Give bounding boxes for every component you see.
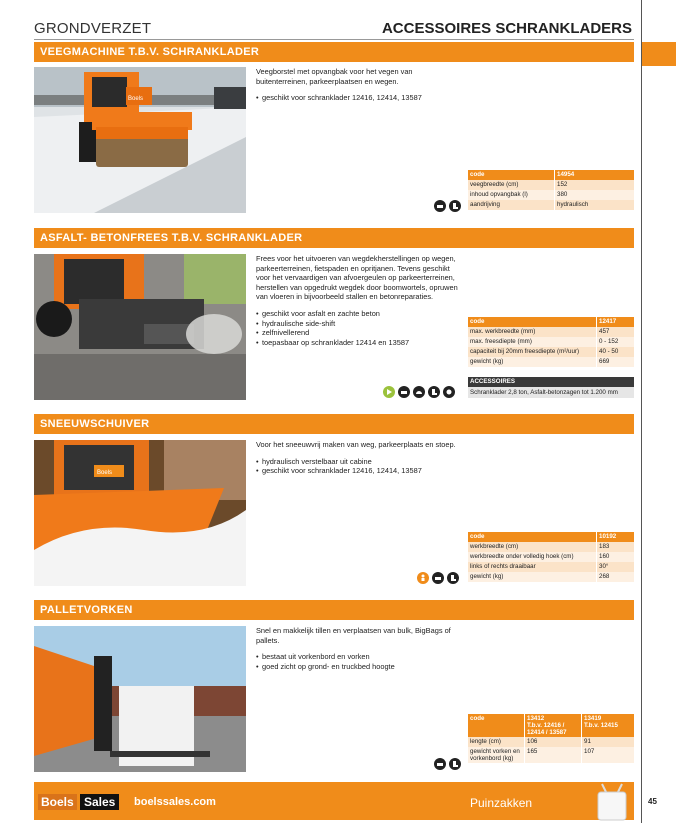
boot-icon <box>449 758 461 770</box>
description-text: Snel en makkelijk tillen en verplaatsen van bulk, BigBags of pallets. <box>256 626 451 645</box>
footer-brand-sales[interactable]: Sales <box>80 794 119 810</box>
spec-value: 106 <box>525 737 582 747</box>
spec-label: lengte (cm) <box>468 737 525 747</box>
car-icon <box>432 572 444 584</box>
spec-head-code: 12417 <box>597 317 635 327</box>
spec-table-asfaltfrees <box>468 317 634 367</box>
spec-head-label: code <box>468 714 525 737</box>
page-number: 45 <box>648 797 657 806</box>
spec-head-code: 10192 <box>597 532 635 542</box>
icon-row-asfaltfrees <box>383 386 455 398</box>
spec-table-palletvorken <box>468 714 634 763</box>
section-title-sneeuwschuiver: SNEEUWSCHUIVER <box>34 414 634 434</box>
bullet-item: • hydraulisch verstelbaar uit cabine <box>256 457 461 467</box>
spec-table-veegmachine <box>468 170 634 210</box>
icon-row-veegmachine <box>434 200 461 212</box>
photo-brand-label: Boels <box>128 96 144 102</box>
description-text: Veegborstel met opvangbak voor het vegen van buitenterreinen, parkeerplaatsen en wegen. <box>256 67 413 86</box>
photo-asfaltfrees <box>34 254 246 400</box>
spec-label: max. freesdiepte (mm) <box>468 337 597 347</box>
footer-website-link[interactable]: boelssales.com <box>134 796 216 808</box>
spec-head-label: code <box>468 317 597 327</box>
car-icon <box>434 200 446 212</box>
spec-label: werkbreedte onder volledig hoek (cm) <box>468 552 597 562</box>
page-title: ACCESSOIRES SCHRANKLADERS <box>381 20 632 37</box>
photo-veegmachine <box>34 67 246 213</box>
spec-value: 0 - 152 <box>597 337 635 347</box>
bullet-list <box>256 457 461 476</box>
bullet-list <box>256 93 461 103</box>
accessories-label: ACCESSOIRES <box>468 377 634 387</box>
bullet-item: • zelfnivellerend <box>256 328 461 338</box>
photo-brand-label: Boels <box>97 470 113 476</box>
spec-label: capaciteit bij 20mm freesdiepte (m²/uur) <box>468 347 597 357</box>
footer-bar <box>34 782 634 820</box>
spec-value: 183 <box>597 542 635 552</box>
bullet-item: • hydraulische side-shift <box>256 319 461 329</box>
boot-icon <box>428 386 440 398</box>
spec-value: 165 <box>525 747 582 763</box>
spec-value: 107 <box>582 747 635 763</box>
spec-label: gewicht vorken en vorkenbord (kg) <box>468 747 525 763</box>
spec-value: 669 <box>597 357 635 367</box>
spec-head-code: 14954 <box>555 170 635 180</box>
spec-value: 40 - 50 <box>597 347 635 357</box>
power-icon <box>383 386 395 398</box>
spec-value: 30° <box>597 562 635 572</box>
car-icon <box>434 758 446 770</box>
spec-head-label: code <box>468 170 555 180</box>
spec-head-label: code <box>468 532 597 542</box>
spec-label: links of rechts draaibaar <box>468 562 597 572</box>
boot-icon <box>449 200 461 212</box>
section-title-asfaltfrees: ASFALT- BETONFREES T.B.V. SCHRANKLADER <box>34 228 634 248</box>
bullet-list <box>256 309 461 347</box>
side-tab <box>642 42 676 66</box>
footer-product-label: Puinzakken <box>470 796 533 810</box>
boot-icon <box>447 572 459 584</box>
spec-label: aandrijving <box>468 200 555 210</box>
photo-palletvorken <box>34 626 246 772</box>
spec-label: max. werkbreedte (mm) <box>468 327 597 337</box>
footer-brand-boels: Boels <box>38 794 77 810</box>
spec-value: 380 <box>555 190 635 200</box>
mask-icon <box>443 386 455 398</box>
bigbag-image <box>594 780 630 822</box>
bullet-list <box>256 652 461 671</box>
description-asfaltfrees <box>256 254 461 347</box>
description-veegmachine <box>256 67 461 103</box>
description-text: Voor het sneeuwvrij maken van weg, parkeerplaats en stoep. <box>256 440 456 449</box>
section-title-palletvorken: PALLETVORKEN <box>34 600 634 620</box>
helmet-icon <box>413 386 425 398</box>
icon-row-sneeuwschuiver <box>417 572 459 584</box>
header-rule <box>34 39 634 40</box>
spec-label: gewicht (kg) <box>468 357 597 367</box>
description-palletvorken <box>256 626 461 671</box>
category-label: GRONDVERZET <box>34 20 152 37</box>
accessories-text: Schranklader 2,8 ton, Asfalt-betonzagen tot 1.200 mm <box>468 387 634 398</box>
spec-value: 160 <box>597 552 635 562</box>
spec-value: hydraulisch <box>555 200 635 210</box>
bullet-item: • geschikt voor schranklader 12416, 12414, 13587 <box>256 466 461 476</box>
description-sneeuwschuiver <box>256 440 461 476</box>
spec-value: 152 <box>555 180 635 190</box>
description-text: Frees voor het uitvoeren van wegdekherstellingen op wegen, parkeerterreinen, fietspaden en opritjanen. Tevens geschikt voor het vervaardigen van afvoergeulen op parkeerterreinen, herstellen van opgedrukt wegdek door boomwortels, opruwen van vloeren in bijvoorbeeld stallen en betonreparaties. <box>256 254 458 302</box>
bullet-item: • toepasbaar op schranklader 12414 en 13587 <box>256 338 461 348</box>
section-title-veegmachine: VEEGMACHINE T.B.V. SCHRANKLADER <box>34 42 634 62</box>
car-icon <box>398 386 410 398</box>
spec-value: 91 <box>582 737 635 747</box>
spec-label: werkbreedte (cm) <box>468 542 597 552</box>
spec-value: 457 <box>597 327 635 337</box>
operator-icon <box>417 572 429 584</box>
spec-head-code: 13412 T.b.v. 12416 / 12414 / 13587 <box>525 714 582 737</box>
spec-table-sneeuwschuiver <box>468 532 634 582</box>
bullet-item: • geschikt voor asfalt en zachte beton <box>256 309 461 319</box>
bullet-item: • bestaat uit vorkenbord en vorken <box>256 652 461 662</box>
bullet-item: • geschikt voor schranklader 12416, 12414, 13587 <box>256 93 461 103</box>
spec-label: inhoud opvangbak (l) <box>468 190 555 200</box>
photo-sneeuwschuiver <box>34 440 246 586</box>
spec-label: veegbreedte (cm) <box>468 180 555 190</box>
spec-value: 268 <box>597 572 635 582</box>
spec-head-code: 13419 T.b.v. 12415 <box>582 714 635 737</box>
icon-row-palletvorken <box>434 758 461 770</box>
spec-label: gewicht (kg) <box>468 572 597 582</box>
bullet-item: • goed zicht op grond- en truckbed hoogte <box>256 662 461 672</box>
page-edge-line <box>641 0 642 823</box>
